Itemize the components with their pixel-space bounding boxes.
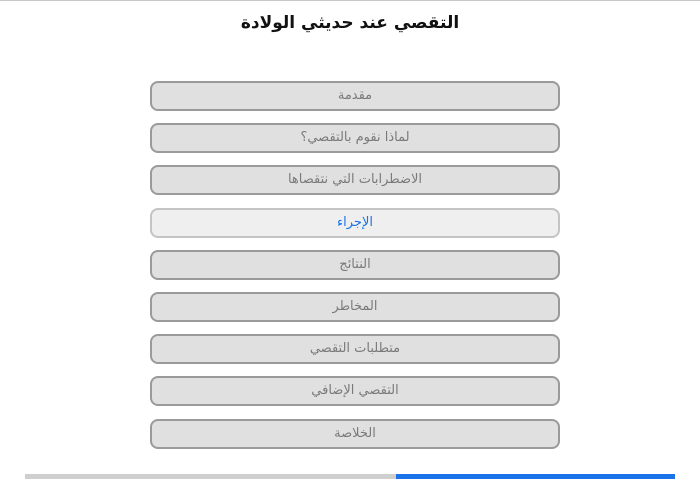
menu-item-results[interactable]: النتائج	[150, 250, 560, 280]
menu-item-procedure[interactable]: الإجراء	[150, 208, 560, 238]
menu-item-why-screen[interactable]: لماذا نقوم بالتقصي؟	[150, 123, 560, 153]
progress-fill	[396, 474, 676, 479]
section-menu	[150, 81, 560, 461]
menu-item-disorders[interactable]: الاضطرابات التي نتقصاها	[150, 165, 560, 195]
menu-item-summary[interactable]: الخلاصة	[150, 419, 560, 449]
menu-item-requirements[interactable]: متطلبات التقصي	[150, 334, 560, 364]
menu-item-risks[interactable]: المخاطر	[150, 292, 560, 322]
progress-bar	[25, 474, 675, 479]
page-title: التقصي عند حديثي الولادة	[240, 13, 460, 33]
menu-item-introduction[interactable]: مقدمة	[150, 81, 560, 111]
top-divider	[0, 0, 700, 1]
menu-item-additional-screening[interactable]: التقصي الإضافي	[150, 376, 560, 406]
